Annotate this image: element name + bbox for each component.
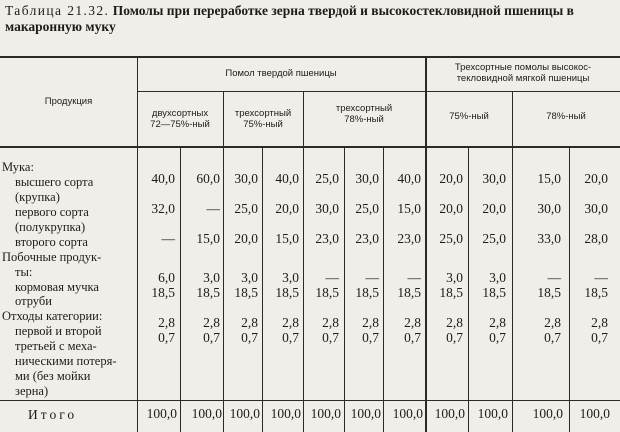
subheader-5: 78%-ный	[546, 111, 586, 122]
col-divider	[383, 146, 384, 432]
table-cell: 0,7	[241, 330, 258, 345]
table-cell: 2,8	[544, 315, 561, 330]
table-cell: 3,0	[446, 270, 463, 285]
table-cell: 18,5	[275, 285, 299, 300]
table-cell: 3,0	[282, 270, 299, 285]
table-cell: —	[161, 231, 175, 246]
table-cell: 2,8	[203, 315, 220, 330]
table-cell: 18,5	[439, 285, 463, 300]
table-cell: 18,5	[482, 285, 506, 300]
total-cell: 100,0	[229, 406, 260, 421]
col-divider	[344, 146, 345, 432]
table-cell: 60,0	[196, 171, 220, 186]
table-cell: 15,0	[537, 171, 561, 186]
row-label: ты:	[15, 265, 33, 279]
total-cell: 100,0	[434, 406, 465, 421]
subheader-3-line2: 78%-ный	[344, 114, 384, 125]
table-cell: 18,5	[315, 285, 339, 300]
table-cell: 25,0	[482, 231, 506, 246]
col-divider	[303, 91, 304, 432]
row-label: Побочные продук-	[2, 250, 102, 264]
subheader-3-line1: трехсортный	[335, 103, 393, 114]
total-rule	[0, 400, 620, 401]
table-cell: 30,0	[482, 171, 506, 186]
table-cell: 0,7	[544, 330, 561, 345]
table-cell: 25,0	[439, 231, 463, 246]
table-cell: 0,7	[446, 330, 463, 345]
table-cell: —	[547, 270, 561, 285]
table-cell: 20,0	[482, 201, 506, 216]
table-number: Таблица 21.32.	[5, 3, 110, 18]
table-cell: 28,0	[584, 231, 608, 246]
table-cell: 0,7	[322, 330, 339, 345]
table-cell: —	[594, 270, 608, 285]
table-cell: 2,8	[404, 315, 421, 330]
table-cell: 2,8	[489, 315, 506, 330]
col-divider	[180, 146, 181, 432]
table-cell: 20,0	[439, 171, 463, 186]
table-cell: 3,0	[203, 270, 220, 285]
table-cell: 40,0	[151, 171, 175, 186]
total-cell: 100,0	[532, 406, 563, 421]
table-caption: Помолы при переработке зерна твердой и высокостекловидной пшеницы в макаронную муку	[5, 3, 574, 34]
row-label: (полукрупка)	[15, 220, 86, 234]
table-cell: 23,0	[315, 231, 339, 246]
table-cell: 23,0	[397, 231, 421, 246]
table-cell: 40,0	[275, 171, 299, 186]
total-cell: 100,0	[392, 406, 423, 421]
table-title	[5, 3, 615, 35]
table-cell: 2,8	[362, 315, 379, 330]
table-cell: 30,0	[355, 171, 379, 186]
table-cell: 15,0	[275, 231, 299, 246]
table-cell: 33,0	[537, 231, 561, 246]
header-bottom-rule	[0, 146, 620, 148]
table-cell: 40,0	[397, 171, 421, 186]
table-cell: 2,8	[241, 315, 258, 330]
col-divider	[468, 146, 469, 432]
table-cell: 0,7	[158, 330, 175, 345]
table-cell: 23,0	[355, 231, 379, 246]
col-divider	[569, 146, 570, 432]
row-label: отруби	[15, 294, 52, 308]
table-cell: 30,0	[584, 201, 608, 216]
table-cell: 18,5	[537, 285, 561, 300]
header-top-rule	[0, 56, 620, 58]
table-cell: 2,8	[158, 315, 175, 330]
row-label: третьей с меха-	[15, 339, 97, 353]
total-cell: 100,0	[191, 406, 222, 421]
table-cell: 0,7	[203, 330, 220, 345]
row-label: Мука:	[2, 160, 34, 174]
table-cell: 0,7	[362, 330, 379, 345]
col-divider	[223, 91, 224, 432]
row-label: первой и второй	[15, 324, 102, 338]
table-cell: 18,5	[584, 285, 608, 300]
header-group-hard: Помол твердой пшеницы	[225, 68, 337, 79]
total-label: Итого	[28, 407, 78, 422]
header-product: Продукция	[44, 96, 93, 107]
row-label: высшего сорта	[15, 175, 94, 189]
total-cell: 100,0	[146, 406, 177, 421]
table-cell: 2,8	[322, 315, 339, 330]
table-cell: 6,0	[158, 270, 175, 285]
table-cell: 3,0	[489, 270, 506, 285]
table-cell: 0,7	[489, 330, 506, 345]
row-label: кормовая мучка	[15, 280, 99, 294]
table-cell: 3,0	[241, 270, 258, 285]
table-cell: —	[407, 270, 421, 285]
header-group-soft-line1: Трехсортные помолы высокос-	[454, 62, 592, 73]
table-cell: —	[365, 270, 379, 285]
table-cell: 30,0	[234, 171, 258, 186]
total-cell: 100,0	[579, 406, 610, 421]
table-cell: 30,0	[537, 201, 561, 216]
table-cell: 15,0	[196, 231, 220, 246]
table-cell: 18,5	[151, 285, 175, 300]
row-label: ническими потеря-	[15, 354, 117, 368]
col-divider	[262, 146, 263, 432]
table-cell: 30,0	[315, 201, 339, 216]
table-cell: 25,0	[234, 201, 258, 216]
table-cell: 25,0	[355, 201, 379, 216]
table-cell: 0,7	[282, 330, 299, 345]
table-cell: 20,0	[234, 231, 258, 246]
table-cell: 2,8	[446, 315, 463, 330]
row-label: второго сорта	[15, 235, 88, 249]
table-cell: 18,5	[397, 285, 421, 300]
table-cell: 18,5	[196, 285, 220, 300]
subheader-2-line2: 75%-ный	[243, 119, 283, 130]
subheader-1-line1: двухсортных	[151, 108, 209, 119]
table-cell: 0,7	[591, 330, 608, 345]
subheader-2-line1: трехсортный	[234, 108, 292, 119]
header-group-soft-line2: текловидной мягкой пшеницы	[456, 73, 590, 84]
row-label: Отходы категории:	[2, 309, 103, 323]
row-label: первого сорта	[15, 205, 89, 219]
total-cell: 100,0	[477, 406, 508, 421]
row-label: (крупка)	[15, 190, 60, 204]
total-cell: 100,0	[310, 406, 341, 421]
table-cell: 20,0	[584, 171, 608, 186]
subheader-1-line2: 72—75%-ный	[150, 119, 210, 130]
table-cell: —	[206, 201, 220, 216]
table-cell: 18,5	[355, 285, 379, 300]
total-cell: 100,0	[270, 406, 301, 421]
total-cell: 100,0	[350, 406, 381, 421]
col-divider	[512, 91, 513, 432]
table-cell: 20,0	[439, 201, 463, 216]
table-cell: 20,0	[275, 201, 299, 216]
table-cell: 15,0	[397, 201, 421, 216]
group-rule	[137, 91, 620, 92]
table-cell: 0,7	[404, 330, 421, 345]
table-cell: 2,8	[591, 315, 608, 330]
row-label: зерна)	[15, 384, 49, 398]
subheader-4: 75%-ный	[449, 111, 489, 122]
table-cell: 32,0	[151, 201, 175, 216]
row-label: ми (без мойки	[15, 369, 91, 383]
table-cell: 2,8	[282, 315, 299, 330]
table-cell: —	[325, 270, 339, 285]
table-cell: 18,5	[234, 285, 258, 300]
table-cell: 25,0	[315, 171, 339, 186]
